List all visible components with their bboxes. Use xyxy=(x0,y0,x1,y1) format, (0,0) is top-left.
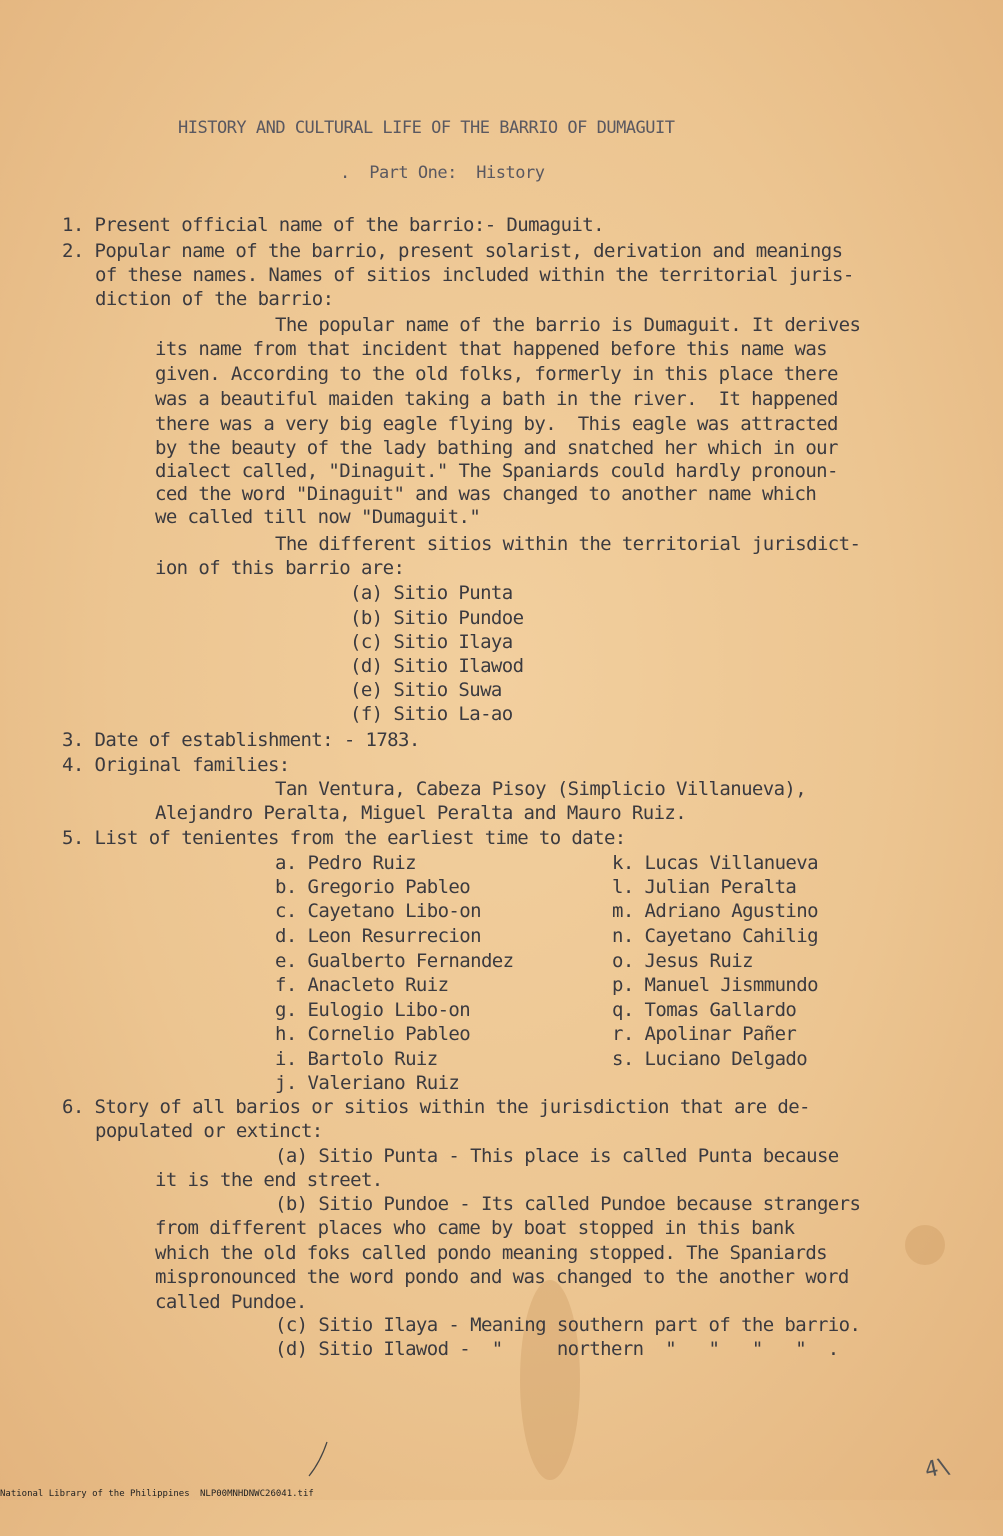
teniente-item: p. Manuel Jismmundo xyxy=(612,974,818,996)
sitio-item: (c) Sitio Ilaya xyxy=(350,631,513,653)
paragraph-line: there was a very big eagle flying by. This eagle was attracted xyxy=(155,413,838,435)
teniente-item: g. Eulogio Libo-on xyxy=(275,999,471,1021)
part-heading: . Part One: History xyxy=(340,163,545,183)
item-1: 1. Present official name of the barrio:- Dumaguit. xyxy=(62,214,604,236)
item-2-line: diction of the barrio: xyxy=(95,288,334,310)
sitio-item: (b) Sitio Pundoe xyxy=(350,607,524,629)
item-6-line: 6. Story of all barios or sitios within the jurisdiction that are de- xyxy=(62,1096,810,1118)
teniente-item: m. Adriano Agustino xyxy=(612,900,818,922)
sitio-story-line: it is the end street. xyxy=(155,1169,383,1191)
sitio-item: (d) Sitio Ilawod xyxy=(350,655,524,677)
teniente-item: o. Jesus Ruiz xyxy=(612,950,753,972)
teniente-item: n. Cayetano Cahilig xyxy=(612,925,818,947)
paragraph-line: was a beautiful maiden taking a bath in the river. It happened xyxy=(155,388,838,410)
teniente-item: a. Pedro Ruiz xyxy=(275,852,416,874)
paragraph-line: its name from that incident that happened before this name was xyxy=(155,338,828,360)
paragraph-line: given. According to the old folks, formerly in this place there xyxy=(155,363,838,385)
file-name: NLP00MNHDNWC26041.tif xyxy=(200,1489,314,1499)
teniente-item: k. Lucas Villanueva xyxy=(612,852,818,874)
teniente-item: s. Luciano Delgado xyxy=(612,1048,808,1070)
paragraph-line: by the beauty of the lady bathing and snatched her which in our xyxy=(155,437,838,459)
teniente-item: r. Apolinar Pañer xyxy=(612,1023,797,1045)
sitio-item: (e) Sitio Suwa xyxy=(350,679,502,701)
sitio-story-line: from different places who came by boat stopped in this bank xyxy=(155,1217,795,1239)
paragraph-line: ion of this barrio are: xyxy=(155,557,405,579)
sitio-story-line: mispronounced the word pondo and was changed to the another word xyxy=(155,1266,849,1288)
paragraph-line: dialect called, "Dinaguit." The Spaniards could hardly pronoun- xyxy=(155,460,838,482)
item-3: 3. Date of establishment: - 1783. xyxy=(62,729,420,751)
sitio-story-line: (a) Sitio Punta - This place is called Punta because xyxy=(275,1145,839,1167)
sitio-story-line: (b) Sitio Pundoe - Its called Pundoe because strangers xyxy=(275,1193,861,1215)
document-title: HISTORY AND CULTURAL LIFE OF THE BARRIO OF DUMAGUIT xyxy=(178,118,675,138)
families-line: Tan Ventura, Cabeza Pisoy (Simplicio Villanueva), xyxy=(275,778,807,800)
sitio-item: (a) Sitio Punta xyxy=(350,582,513,604)
teniente-item: b. Gregorio Pableo xyxy=(275,876,471,898)
families-line: Alejandro Peralta, Miguel Peralta and Mauro Ruiz. xyxy=(155,802,687,824)
item-4-heading: 4. Original families: xyxy=(62,754,290,776)
teniente-item: j. Valeriano Ruiz xyxy=(275,1072,460,1094)
water-stain xyxy=(520,1280,580,1480)
sitio-story-line: (c) Sitio Ilaya - Meaning southern part of the barrio. xyxy=(275,1314,861,1336)
item-2-line: of these names. Names of sitios included within the territorial juris- xyxy=(95,264,854,286)
teniente-item: i. Bartolo Ruiz xyxy=(275,1048,438,1070)
item-2-line: 2. Popular name of the barrio, present solarist, derivation and meanings xyxy=(62,240,843,262)
sitio-story-line: (d) Sitio Ilawod - " northern " " " " . xyxy=(275,1338,839,1360)
item-6-line: populated or extinct: xyxy=(95,1120,323,1142)
page-number-mark: 4\ xyxy=(922,1453,953,1484)
teniente-item: c. Cayetano Libo-on xyxy=(275,900,481,922)
scan-footer xyxy=(0,1488,1003,1500)
teniente-item: q. Tomas Gallardo xyxy=(612,999,797,1021)
sitio-story-line: which the old foks called pondo meaning stopped. The Spaniards xyxy=(155,1242,828,1264)
teniente-item: d. Leon Resurrecion xyxy=(275,925,481,947)
teniente-item: e. Gualberto Fernandez xyxy=(275,950,514,972)
pen-mark xyxy=(305,1440,335,1480)
water-stain xyxy=(905,1225,945,1265)
teniente-item: f. Anacleto Ruiz xyxy=(275,974,449,996)
sitio-item: (f) Sitio La-ao xyxy=(350,703,513,725)
paragraph-line: ced the word "Dinaguit" and was changed to another name which xyxy=(155,483,817,505)
teniente-item: l. Julian Peralta xyxy=(612,876,797,898)
sitio-story-line: called Pundoe. xyxy=(155,1291,307,1313)
library-credit: National Library of the Philippines xyxy=(0,1489,190,1499)
paragraph-line: we called till now "Dumaguit." xyxy=(155,506,481,528)
teniente-item: h. Cornelio Pableo xyxy=(275,1023,471,1045)
paragraph-line: The popular name of the barrio is Dumaguit. It derives xyxy=(275,314,861,336)
paragraph-line: The different sitios within the territorial jurisdict- xyxy=(275,533,861,555)
item-5-heading: 5. List of tenientes from the earliest time to date: xyxy=(62,827,626,849)
